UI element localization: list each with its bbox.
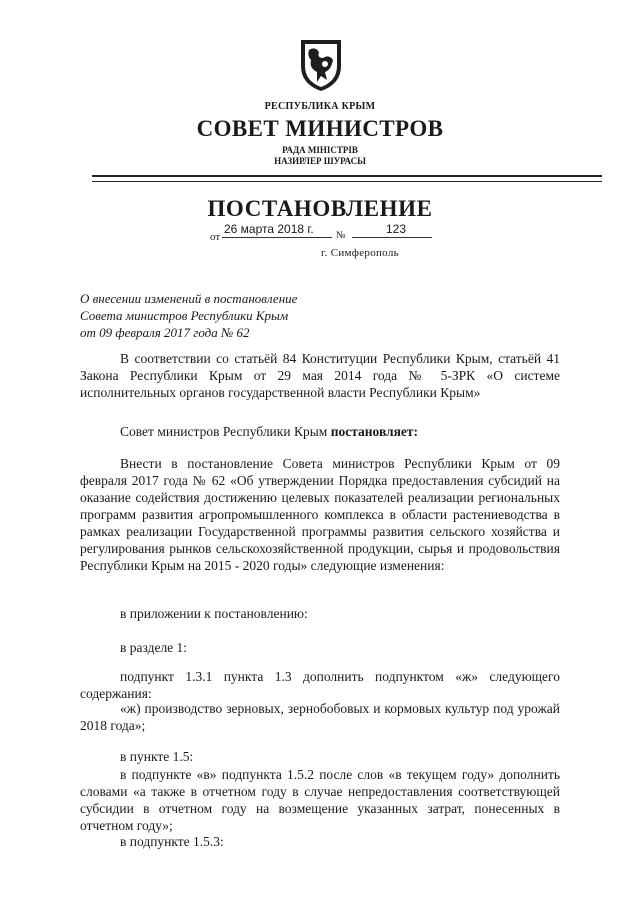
council-name-ukrainian: РАДА МІНІСТРІВ	[282, 145, 358, 155]
body-paragraph: в пункте 1.5:	[120, 749, 194, 764]
resolution-verb: постановляет:	[330, 424, 419, 439]
header-divider-thick	[92, 175, 602, 177]
decree-date: 26 марта 2018 г.	[224, 222, 314, 236]
decree-subject	[80, 290, 297, 341]
amendment-paragraph: Внести в постановление Совета министров Республики Крым от 09 февраля 2017 года № 62 «Об утверждении Порядка предоставления субсидий на оказание содействия достижению целевых показателей реализации региональных программ развития агропромышленного комплекса в области растениеводства в рамках реализации Государственной программы развития сельского хозяйства и регулирования рынков сельскохозяйственной продукции, сырья и продовольствия Республики Крым на 2015 - 2020 годы» следующие изменения:	[80, 456, 560, 573]
body-paragraph: в разделе 1:	[120, 640, 188, 655]
resolution-text: Совет министров Республики Крым	[120, 424, 331, 439]
decree-number: 123	[386, 222, 407, 236]
subject-line: О внесении изменений в постановление	[80, 291, 298, 306]
decree-city: г. Симферополь	[321, 247, 399, 259]
preamble-paragraph: В соответствии со статьёй 84 Конституции Республики Крым, статьёй 41 Закона Республики Крым от 29 мая 2014 года № 5-ЗРК «О системе исполнительных органов государственной власти Республики Крым»	[80, 351, 560, 400]
number-label: №	[336, 230, 346, 241]
republic-name: РЕСПУБЛИКА КРЫМ	[264, 101, 376, 112]
number-underline	[352, 237, 432, 238]
body-paragraph: в подпункте 1.5.3:	[120, 834, 224, 849]
body-paragraph: в подпункте «в» подпункта 1.5.2 после слов «в текущем году» дополнить словами «а также в отчетном году в случае непредоставления соответствующей субсидии в отчетном году на возмещение указанных затрат, понесенных в отчетном году»;	[80, 767, 560, 833]
date-underline	[222, 237, 332, 238]
header-divider-thin	[92, 181, 602, 182]
crimea-coat-of-arms-icon	[295, 36, 347, 94]
body-paragraph: подпункт 1.3.1 пункта 1.3 дополнить подпунктом «ж» следующего содержания:	[80, 669, 560, 701]
council-name: СОВЕТ МИНИСТРОВ	[196, 116, 444, 141]
date-from-label: от	[210, 231, 221, 243]
subject-line: от 09 февраля 2017 года № 62	[80, 325, 250, 340]
body-paragraph: в приложении к постановлению:	[120, 606, 308, 621]
council-name-crimean-tatar: НАЗИРЛЕР ШУРАСЫ	[274, 156, 366, 166]
subject-line: Совета министров Республики Крым	[80, 308, 289, 323]
body-paragraph: «ж) производство зерновых, зернобобовых и кормовых культур под урожай 2018 года»;	[80, 701, 560, 733]
resolution-paragraph	[80, 423, 560, 440]
decree-title: ПОСТАНОВЛЕНИЕ	[207, 196, 433, 221]
decree-dateline	[210, 222, 450, 244]
